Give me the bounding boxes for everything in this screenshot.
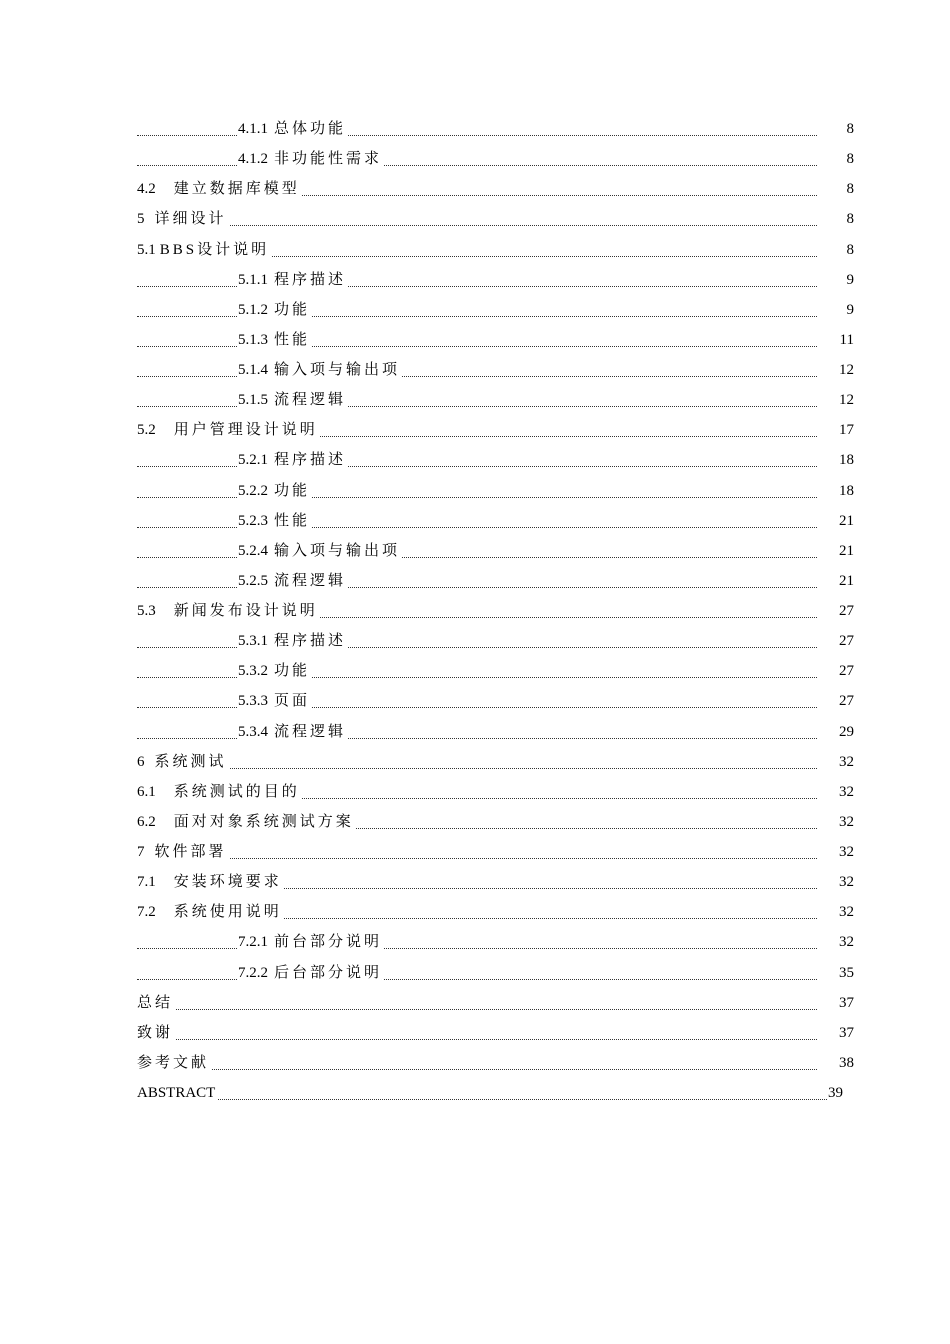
toc-entry-title <box>137 415 320 445</box>
toc-entry[interactable] <box>0 988 950 1018</box>
toc-entry-text: 详细设计 <box>154 211 227 228</box>
toc-leader-dots <box>137 1009 817 1010</box>
toc-leader-dots <box>137 1039 817 1040</box>
toc-entry-page-number: 37 <box>839 994 854 1011</box>
toc-entry-number: 5.2.4 <box>238 542 268 559</box>
toc-entry-page-number: 17 <box>839 422 854 439</box>
toc-entry-page-number: 27 <box>839 603 854 619</box>
toc-entry-page-number: 21 <box>839 572 854 589</box>
toc-entry-title <box>137 897 284 927</box>
toc-entry-page-number: 9 <box>846 301 854 318</box>
toc-entry-text: 输入项与输出项 <box>274 362 401 378</box>
toc-entry-text: 流程逻辑 <box>274 572 347 589</box>
toc-entry-page-number: 8 <box>846 211 854 228</box>
toc-entry-number: 5.3.3 <box>238 693 268 710</box>
toc-entry-page-number: 38 <box>839 1054 854 1071</box>
toc-entry-title <box>137 204 229 234</box>
toc-entry-title <box>238 506 312 536</box>
toc-leader-dots <box>137 858 817 859</box>
toc-leader-dots <box>137 1099 827 1100</box>
toc-entry-page-number: 32 <box>839 874 854 891</box>
toc-entry[interactable] <box>0 476 950 506</box>
toc-entry-text: 后台部分说明 <box>274 964 383 981</box>
toc-entry[interactable] <box>0 596 950 626</box>
toc-entry-page-number: 18 <box>839 452 854 469</box>
toc-entry[interactable] <box>0 235 950 265</box>
toc-entry-text: 页面 <box>274 693 311 710</box>
toc-entry-number: 6 <box>137 753 145 770</box>
toc-entry-number: 5.3.4 <box>238 723 268 740</box>
toc-entry[interactable] <box>0 445 950 475</box>
toc-entry-title <box>238 476 312 506</box>
toc-entry-text: 功能 <box>274 663 311 680</box>
toc-entry-number: 5.1.1 <box>238 271 268 288</box>
toc-entry-title <box>137 867 284 897</box>
toc-entry-page-number: 35 <box>839 964 854 981</box>
toc-entry-page-number: 32 <box>839 783 854 800</box>
toc-entry[interactable] <box>0 626 950 656</box>
toc-entry-number: 5.3 <box>137 603 156 619</box>
toc-entry-text: 安装环境要求 <box>173 874 282 891</box>
toc-entry-text: 功能 <box>274 482 311 499</box>
toc-entry[interactable] <box>0 958 950 988</box>
toc-entry[interactable] <box>0 1048 950 1078</box>
toc-entry-title <box>238 385 348 415</box>
toc-entry-number: 5.3.2 <box>238 663 268 680</box>
toc-entry[interactable] <box>0 807 950 837</box>
toc-entry-text: 总体功能 <box>274 121 347 137</box>
toc-entry-text: 非功能性需求 <box>274 151 383 168</box>
toc-entry-text: 致谢 <box>137 1024 174 1041</box>
toc-entry[interactable] <box>0 566 950 596</box>
toc-entry[interactable] <box>0 777 950 807</box>
toc-entry-page-number: 21 <box>839 512 854 529</box>
toc-entry[interactable] <box>0 536 950 566</box>
toc-entry[interactable] <box>0 325 950 355</box>
toc-entry-title <box>238 445 348 475</box>
toc-entry-text: 程序描述 <box>274 271 347 288</box>
toc-entry-number: 5.1.4 <box>238 362 268 378</box>
toc-entry-text: 性能 <box>274 331 311 348</box>
toc-leader-dots <box>137 225 817 226</box>
toc-entry-text: 性能 <box>274 512 311 529</box>
toc-entry-title <box>137 174 302 204</box>
toc-entry-title <box>238 656 312 686</box>
toc-entry-page-number: 11 <box>839 331 854 348</box>
toc-entry-text: 系统测试 <box>154 753 227 770</box>
toc-entry-page-number: 9 <box>846 271 854 288</box>
toc-leader-dots <box>137 768 817 769</box>
toc-entry-text: 软件部署 <box>154 844 227 860</box>
toc-entry[interactable] <box>0 1018 950 1048</box>
toc-entry-page-number: 18 <box>839 482 854 499</box>
toc-leader-dots <box>137 1069 817 1070</box>
toc-entry-page-number: 12 <box>839 362 854 378</box>
toc-entry-title <box>238 325 312 355</box>
toc-entry-number: 5.2.5 <box>238 572 268 589</box>
toc-entry-text: 流程逻辑 <box>274 392 347 409</box>
toc-entry-text: 面对对象系统测试方案 <box>173 813 354 830</box>
toc-entry-number: 6.1 <box>137 783 156 800</box>
toc-entry-page-number: 37 <box>839 1024 854 1041</box>
toc-entry-title <box>238 144 384 174</box>
toc-entry-title <box>137 747 229 777</box>
toc-entry[interactable] <box>0 1078 950 1108</box>
toc-entry-text: 前台部分说明 <box>274 934 383 951</box>
toc-entry-text: 系统使用说明 <box>173 904 282 921</box>
toc-entry[interactable] <box>0 144 950 174</box>
toc-entry[interactable] <box>0 927 950 957</box>
toc-entry-text: 新闻发布设计说明 <box>173 603 318 619</box>
toc-entry-page-number: 27 <box>839 633 854 650</box>
table-of-contents <box>0 114 950 1108</box>
toc-entry-title <box>238 265 348 295</box>
toc-entry-text: 功能 <box>274 301 311 318</box>
toc-entry-text: 用户管理设计说明 <box>173 422 318 439</box>
toc-entry-number: 5.2.1 <box>238 452 268 469</box>
toc-entry-title <box>137 988 175 1018</box>
toc-entry-page-number: 32 <box>839 753 854 770</box>
toc-entry-text: 系统测试的目的 <box>173 783 300 800</box>
toc-entry[interactable] <box>0 355 950 385</box>
toc-entry[interactable] <box>0 897 950 927</box>
toc-entry-title <box>137 235 271 265</box>
toc-entry-page-number: 21 <box>839 542 854 559</box>
toc-entry-text: 参考文献 <box>137 1054 210 1071</box>
toc-entry-title <box>137 1018 175 1048</box>
toc-entry-number: 7.2.2 <box>238 964 268 981</box>
toc-entry[interactable] <box>0 717 950 747</box>
toc-entry[interactable] <box>0 204 950 234</box>
toc-entry-title <box>238 958 384 988</box>
toc-entry[interactable] <box>0 867 950 897</box>
toc-entry[interactable] <box>0 656 950 686</box>
toc-entry-number: 6.2 <box>137 813 156 830</box>
toc-entry-page-number: 8 <box>846 181 854 198</box>
toc-entry[interactable] <box>0 506 950 536</box>
toc-entry-title <box>238 626 348 656</box>
toc-entry-page-number: 29 <box>839 723 854 740</box>
toc-entry[interactable] <box>0 415 950 445</box>
toc-entry[interactable] <box>0 747 950 777</box>
toc-entry-title <box>238 686 312 716</box>
toc-entry-page-number: 8 <box>846 241 854 258</box>
toc-entry-number: 5.2.2 <box>238 482 268 499</box>
toc-entry-page-number: 32 <box>839 844 854 860</box>
toc-entry-text: 建立数据库模型 <box>173 181 300 198</box>
toc-entry-title <box>238 566 348 596</box>
toc-entry[interactable] <box>0 686 950 716</box>
toc-entry-number: 5.1 <box>137 241 156 258</box>
toc-entry-text: ABSTRACT <box>137 1085 216 1101</box>
toc-entry-title <box>137 837 229 867</box>
toc-entry-number: 4.2 <box>137 181 156 198</box>
toc-entry-page-number: 12 <box>839 392 854 409</box>
toc-entry[interactable] <box>0 174 950 204</box>
toc-entry[interactable] <box>0 837 950 867</box>
toc-entry-number: 5.2.3 <box>238 512 268 529</box>
toc-entry-number: 5.1.5 <box>238 392 268 409</box>
toc-entry-title <box>238 927 384 957</box>
toc-entry-page-number: 32 <box>839 813 854 830</box>
toc-entry-number: 7 <box>137 844 145 860</box>
toc-entry-title <box>137 777 302 807</box>
toc-entry-title <box>238 717 348 747</box>
toc-entry[interactable] <box>0 295 950 325</box>
toc-entry-text: 程序描述 <box>274 452 347 469</box>
toc-entry-title <box>137 1078 217 1108</box>
toc-entry-title <box>137 1048 211 1078</box>
toc-entry-title <box>137 807 356 837</box>
toc-entry-number: 7.2 <box>137 904 156 921</box>
toc-entry-number: 7.1 <box>137 874 156 891</box>
toc-entry-number: 5.1.3 <box>238 331 268 348</box>
toc-entry-number: 5.1.2 <box>238 301 268 318</box>
toc-entry-title <box>238 114 348 144</box>
toc-entry-number: 5 <box>137 211 145 228</box>
toc-entry-text: 程序描述 <box>274 633 347 650</box>
toc-entry-page-number: 27 <box>839 693 854 710</box>
toc-entry[interactable] <box>0 265 950 295</box>
toc-entry-text: 流程逻辑 <box>274 723 347 740</box>
toc-entry-number: 4.1.1 <box>238 121 268 137</box>
toc-entry-text: BBS设计说明 <box>159 241 270 258</box>
toc-entry[interactable] <box>0 114 950 144</box>
toc-entry-text: 总结 <box>137 994 174 1011</box>
toc-entry-page-number: 32 <box>839 934 854 951</box>
toc-entry-title <box>238 295 312 325</box>
toc-entry-title <box>238 536 402 566</box>
toc-entry[interactable] <box>0 385 950 415</box>
toc-entry-page-number: 27 <box>839 663 854 680</box>
toc-entry-number: 5.2 <box>137 422 156 439</box>
toc-entry-number: 7.2.1 <box>238 934 268 951</box>
toc-entry-title <box>238 355 402 385</box>
toc-entry-title <box>137 596 320 626</box>
toc-entry-page-number: 8 <box>846 151 854 168</box>
toc-entry-page-number: 39 <box>828 1085 843 1101</box>
toc-entry-page-number: 8 <box>846 121 854 137</box>
toc-entry-page-number: 32 <box>839 904 854 921</box>
toc-entry-text: 输入项与输出项 <box>274 542 401 559</box>
toc-entry-number: 4.1.2 <box>238 151 268 168</box>
toc-entry-number: 5.3.1 <box>238 633 268 650</box>
